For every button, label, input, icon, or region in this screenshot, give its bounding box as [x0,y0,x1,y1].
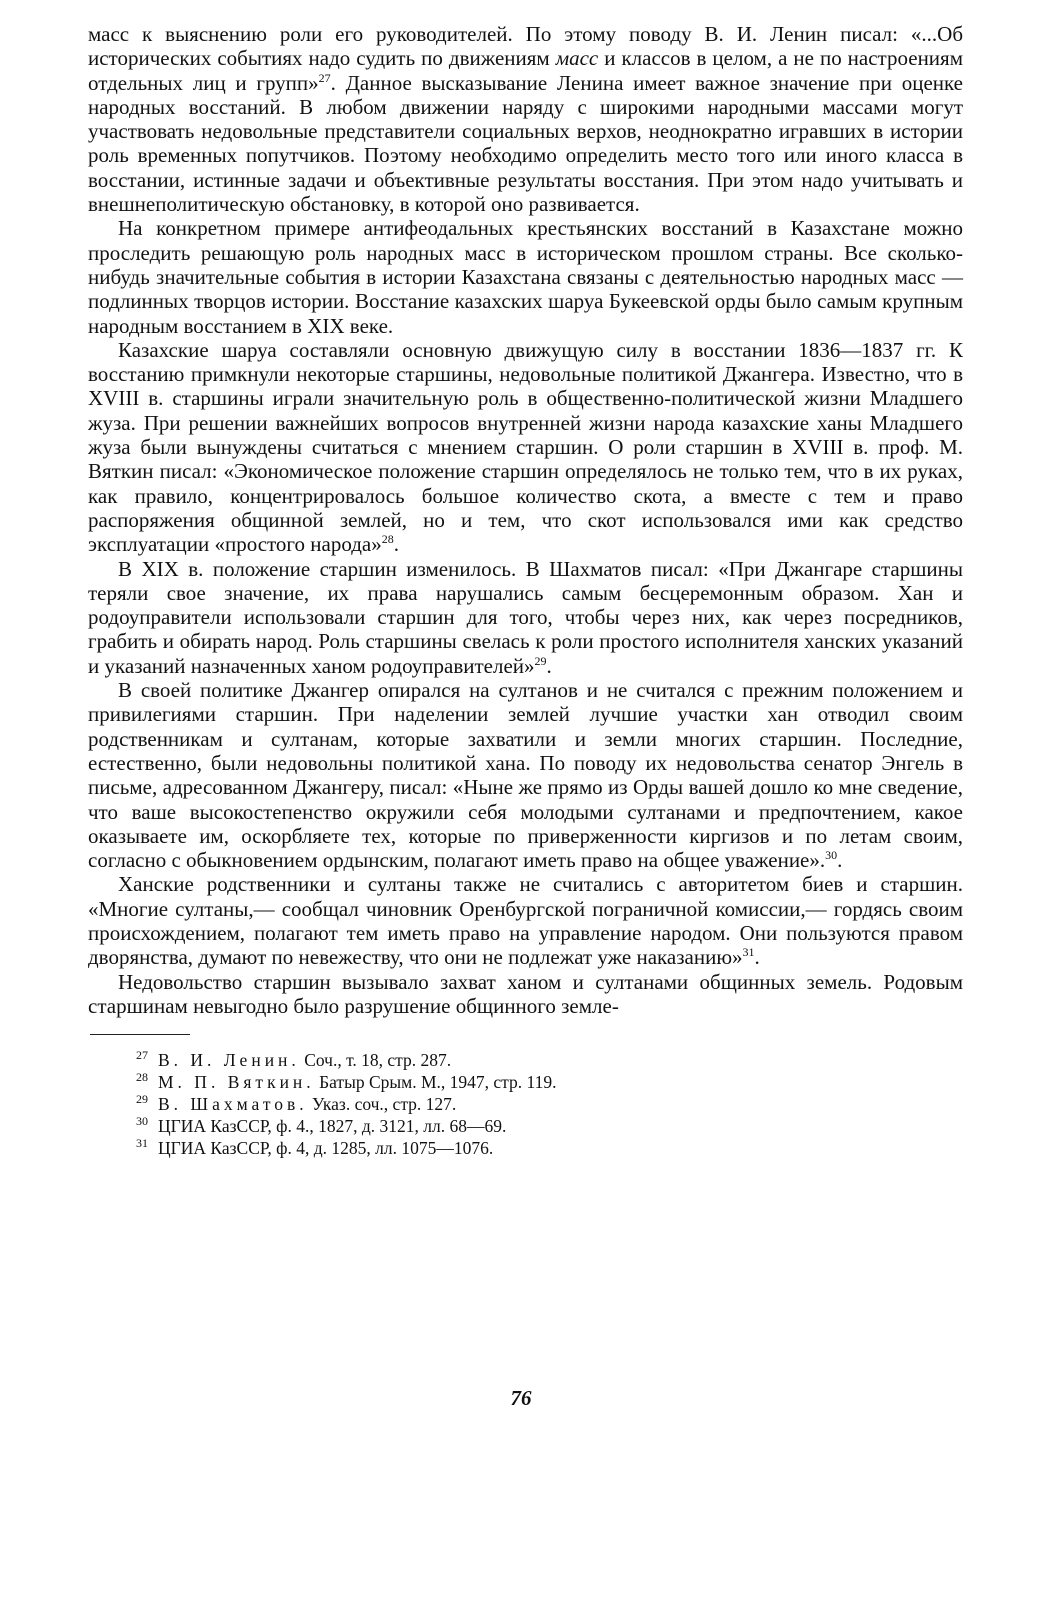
paragraph-text: Казахские шаруа составляли основную движущую силу в восстании 1836—1837 гг. К восстанию примкнули некоторые старшины, недовольные политикой Джангера. Известно, что в XVIII в. старшины играли значительную роль в общественно-политической жизни Младшего жуза. При решении важнейших вопросов внутренней жизни народа казахские ханы Младшего жуза были вынуждены считаться с мнением старшин. О роли старшин в XVIII в. проф. М. Вяткин писал: «Экономическое положение старшин определялось не только тем, что в их руках, как правило, концентрировалось большое количество скота, а вместе с тем и право распоряжения общинной землей, но и тем, что скот использовался ими как средство эксплуатации «простого народа» [88,337,963,557]
paragraph-text: . Данное высказывание Ленина имеет важное значение при оценке народных восстаний. В любом движении наряду с широкими народными массами могут участвовать недовольные представители социальных верхов, неоднократно игравших в истории роль временных попутчиков. Поэтому необходимо определить место того или иного класса в восстании, истинные задачи и объективные результаты восстания. При этом надо учитывать и внешнеполитическую обстановку, в которой оно развивается. [88,70,963,217]
footnote-divider [90,1034,190,1035]
page-number: 76 [510,1386,532,1410]
footnote-text: ЦГИА КазССР, ф. 4, д. 1285, лл. 1075—1076. [158,1138,494,1159]
footnote-text: Соч., т. 18, стр. 287. [299,1050,452,1071]
footnote-author: В. И. Ленин. [158,1050,300,1071]
paragraph-text: Недовольство старшин вызывало захват ханом и султанами общинных земель. Родовым старшинам невыгодно было разрушение общинного земле- [88,969,963,1018]
footnote-ref-31[interactable]: 31 [742,945,755,960]
paragraph-3 [88,338,963,557]
paragraph-7 [88,970,963,1019]
footnote-27: 27 В. И. Ленин. Соч., т. 18, стр. 287. [136,1048,452,1071]
paragraph-1 [88,22,963,216]
paragraph-text: . [754,945,760,970]
footnote-text: Указ. соч., стр. 127. [307,1094,457,1115]
paragraph-text: . [837,848,843,873]
footnotes [136,1049,963,1159]
paragraph-text: . [546,653,552,678]
footnote-ref-29[interactable]: 29 [534,653,547,668]
paragraph-text: и классов в целом, а не по настроениям отдельных лиц и групп» [88,46,963,95]
paragraph-text: На конкретном примере антифеодальных крестьянских восстаний в Казахстане можно проследить решающую роль народных масс в историческом прошлом страны. Все сколько-нибудь значительные события в истории Казахстана связаны с деятельностью народных масс — подлинных творцов истории. Восстание казахских шаруа Букеевской орды было самым крупным народным восстанием в XIX веке. [88,216,963,338]
footnote-ref-28[interactable]: 28 [381,532,394,547]
footnote-author: В. Шахматов. [158,1094,308,1115]
footnote-28: 28 М. П. Вяткин. Батыр Срым. М., 1947, стр. 119. [136,1070,557,1093]
italic-word: масс [555,46,599,71]
footnote-author: М. П. Вяткин. [158,1072,315,1093]
footnote-ref-27[interactable]: 27 [318,70,331,85]
footnote-30: 30 ЦГИА КазССР, ф. 4., 1827, д. 3121, лл. 68—69. [136,1114,507,1137]
paragraph-text: . [393,532,399,557]
paragraph-text: масс к выяснению роли его руководителей. По этому поводу В. И. Ленин писал: «...Об исторических событиях надо судить по движениям [88,22,963,71]
footnote-29: 29 В. Шахматов. Указ. соч., стр. 127. [136,1092,457,1115]
paragraph-text: В своей политике Джангер опирался на султанов и не считался с прежним положением и привилегиями старшин. При наделении землей лучшие участки хан отводил своим родственникам и султанам, которые захватили и земли многих старшин. Последние, естественно, были недовольны политикой хана. По поводу их недовольства сенатор Энгель в письме, адресованном Джангеру, писал: «Ныне же прямо из Орды вашей дошло ко мне сведение, что ваше высокостепенство окружили себя молодыми султанами и предпочтением, какое оказываете им, оскорбляете тех, которые по приверженности киргизов и по летам своим, согласно с обыкновением ордынским, полагают иметь право на общее уважение». [88,678,963,873]
paragraph-text: В XIX в. положение старшин изменилось. В Шахматов писал: «При Джангаре старшины теряли свое значение, их права нарушались самым бесцеремонным образом. Хан и родоуправители использовали старшин для того, чтобы через них, как через посредников, грабить и обирать народ. Роль старшины свелась к роли простого исполнителя ханских указаний и указаний назначенных ханом родоуправителей» [88,556,963,678]
footnote-text: Батыр Срым. М., 1947, стр. 119. [314,1072,557,1093]
paragraph-5 [88,678,963,872]
paragraph-6 [88,872,963,969]
footnote-31: 31 ЦГИА КазССР, ф. 4, д. 1285, лл. 1075—1076. [136,1136,494,1159]
paragraph-2 [88,216,963,337]
footnote-text: ЦГИА КазССР, ф. 4., 1827, д. 3121, лл. 68—69. [158,1116,507,1137]
paragraph-4 [88,557,963,678]
footnote-ref-30[interactable]: 30 [825,848,838,863]
page-body [88,22,963,1159]
paragraph-text: Ханские родственники и султаны также не считались с авторитетом биев и старшин. «Многие султаны,— сообщал чиновник Оренбургской пограничной комиссии,— гордясь своим происхождением, полагают тем иметь право на управление народом. Они пользуются правом дворянства, думают по невежеству, что они не подлежат уже наказанию» [88,872,963,970]
